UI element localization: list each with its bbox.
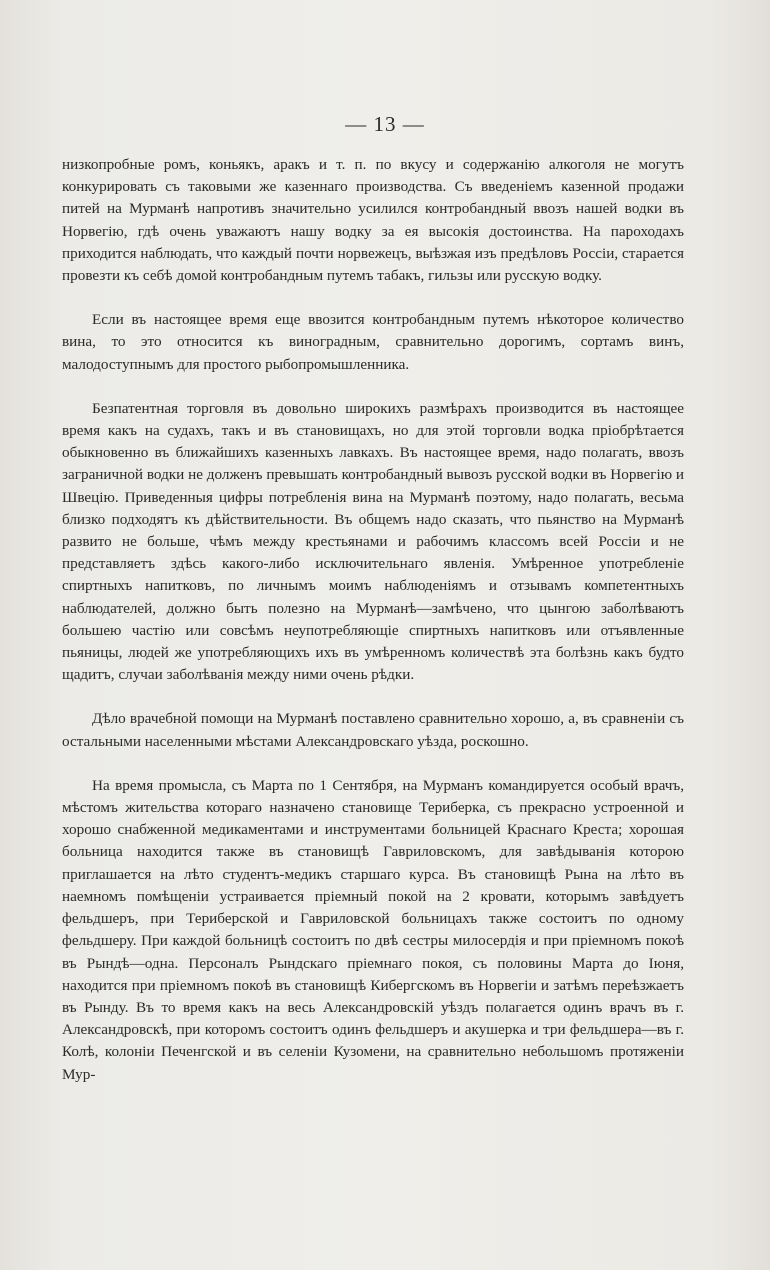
paragraph-4: Дѣло врачебной помощи на Мурманѣ поставлено сравнительно хорошо, а, въ сравненіи съ остальными населенными мѣстами Александровскаго уѣзда, роскошно. — [62, 710, 684, 750]
page-number: — 13 — — [345, 112, 425, 136]
body-text — [62, 154, 684, 1086]
paragraph-5: На время промысла, съ Марта по 1 Сентября, на Мурманъ командируется особый врачъ, мѣстомъ жительства котораго назначено становище Териберка, съ прекрасно устроенной и хорошо снабженной медикаментами и инструментами больницей Краснаго Креста; хорошая больница находится также въ становищѣ Гавриловскомъ, для завѣдыванія которою приглашается на лѣто студентъ-медикъ старшаго курса. Въ становищѣ Рына на лѣто въ наемномъ помѣщеніи устраивается пріемный покой на 2 кровати, которымъ завѣдуетъ фельдшеръ, при Териберской и Гавриловской больницахъ также состоитъ по одному фельдшеру. При каждой больницѣ состоитъ по двѣ сестры милосердія и при пріемномъ покоѣ въ Рындѣ—одна. Персоналъ Рындскаго пріемнаго покоя, съ половины Марта до Іюня, находится при пріемномъ покоѣ въ становищѣ Кибергскомъ въ Норвегіи и затѣмъ переѣзжаетъ въ Рынду. Въ то время какъ на весь Александровскій уѣздъ полагается одинъ врачъ въ г. Александровскѣ, при которомъ состоитъ одинъ фельдшеръ и акушерка и три фельдшера—въ г. Колѣ, колоніи Печенгской и въ селеніи Кузомени, на сравнительно небольшомъ протяженіи Мур- — [62, 776, 684, 1083]
paragraph-1: низкопробные ромъ, коньякъ, аракъ и т. п. по вкусу и содержанію алкоголя не могутъ конкурировать съ таковыми же казеннаго производства. Съ введеніемъ казенной продажи питей на Мурманѣ напротивъ значительно усилился контробандный ввозъ нашей водки въ Норвегію, гдѣ очень уважаютъ нашу водку за ея высокія достоинства. На пароходахъ приходится наблюдать, что каждый почти норвежецъ, выѣзжая изъ предѣловъ Россіи, старается провезти къ себѣ домой контробандным путемъ табакъ, гильзы или русскую водку. — [62, 156, 684, 285]
paragraph-2: Если въ настоящее время еще ввозится контробандным путемъ нѣкоторое количество вина, то это относится къ виноградным, сравнительно дорогимъ, сортамъ винъ, малодоступнымъ для простого рыбопромышленника. — [62, 311, 684, 373]
paragraph-3: Безпатентная торговля въ довольно широкихъ размѣрахъ производится въ настоящее время какъ на судахъ, такъ и въ становищахъ, но для этой торговли водка пріобрѣтается обыкновенно въ ближайшихъ казенныхъ лавкахъ. Въ настоящее время, надо полагать, ввозъ заграничной водки не долженъ превышать контробандный вывозъ русской водки въ Норвегію и Швецію. Приведенныя цифры потребленія вина на Мурманѣ поэтому, надо полагать, весьма близко подходятъ къ дѣйствительности. Въ общемъ надо сказать, что пьянство на Мурманѣ развито не больше, чѣмъ между крестьянами и рабочимъ классомъ всей Россіи и не представляетъ здѣсь какого-либо исключительнаго явленія. Умѣренное употребленіе спиртныхъ напитковъ, по личнымъ моимъ наблюденіямъ и отзывамъ компетентныхъ наблюдателей, должно быть полезно на Мурманѣ—замѣчено, что цынгою заболѣваютъ большею частію или совсѣмъ неупотребляющіе спиртныхъ напитковъ или отъявленные пьяницы, людей же употребляющихъ ихъ въ умѣренномъ количествѣ эта болѣзнь какъ будто щадитъ, случаи заболѣванія между ними очень рѣдки. — [62, 399, 684, 684]
